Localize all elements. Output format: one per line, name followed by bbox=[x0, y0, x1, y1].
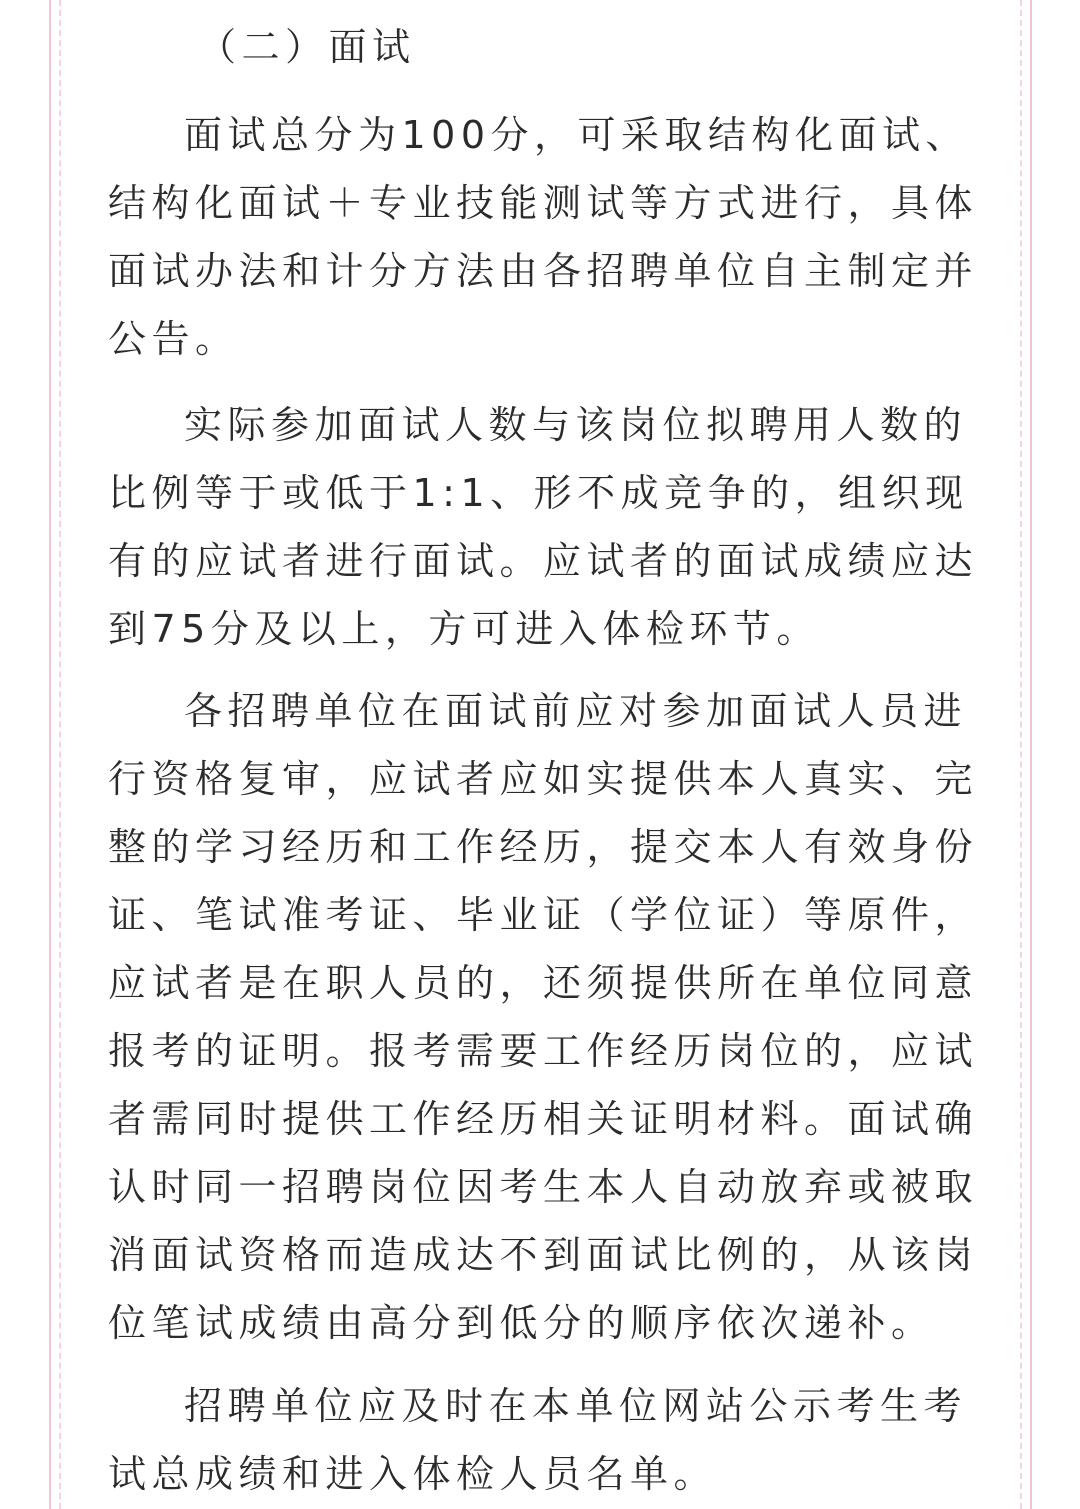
paragraph-line: 报考的证明。报考需要工作经历岗位的，应试 bbox=[108, 1029, 979, 1073]
paragraph-line: 比例等于或低于1:1、形不成竞争的，组织现 bbox=[108, 471, 969, 515]
paragraph-line: 消面试资格而造成达不到面试比例的，从该岗 bbox=[108, 1233, 979, 1277]
paragraph-line: 行资格复审，应试者应如实提供本人真实、完 bbox=[108, 757, 979, 801]
paragraph-line: 应试者是在职人员的，还须提供所在单位同意 bbox=[108, 961, 979, 1005]
paragraph-line: 面试总分为100分，可采取结构化面试、 bbox=[184, 113, 970, 157]
paragraph-line: 面试办法和计分方法由各招聘单位自主制定并 bbox=[108, 249, 979, 293]
paragraph-qualification-review bbox=[108, 677, 979, 1357]
paragraph-interview-score bbox=[108, 101, 979, 373]
section-heading: （二）面试 bbox=[198, 25, 416, 69]
paragraph-line: 认时同一招聘岗位因考生本人自动放弃或被取 bbox=[108, 1165, 979, 1209]
right-frame-border bbox=[1020, 0, 1032, 1509]
paragraph-score-publication bbox=[108, 1372, 976, 1508]
paragraph-line: 实际参加面试人数与该岗位拟聘用人数的 bbox=[184, 403, 968, 447]
paragraph-line: 者需同时提供工作经历相关证明材料。面试确 bbox=[108, 1097, 979, 1141]
paragraph-line: 证、笔试准考证、毕业证（学位证）等原件， bbox=[108, 893, 979, 937]
paragraph-line: 结构化面试＋专业技能测试等方式进行，具体 bbox=[108, 181, 979, 225]
paragraph-line: 到75分及以上，方可进入体检环节。 bbox=[108, 607, 820, 651]
paragraph-line: 有的应试者进行面试。应试者的面试成绩应达 bbox=[108, 539, 979, 583]
paragraph-line: 各招聘单位在面试前应对参加面试人员进 bbox=[184, 689, 968, 733]
paragraph-line: 整的学习经历和工作经历，提交本人有效身份 bbox=[108, 825, 979, 869]
paragraph-line: 试总成绩和进入体检人员名单。 bbox=[108, 1452, 718, 1496]
paragraph-line: 公告。 bbox=[108, 317, 239, 361]
paragraph-line: 招聘单位应及时在本单位网站公示考生考 bbox=[184, 1384, 968, 1428]
left-frame-border bbox=[49, 0, 61, 1509]
paragraph-interview-ratio bbox=[108, 391, 979, 663]
paragraph-line: 位笔试成绩由高分到低分的顺序依次递补。 bbox=[108, 1301, 935, 1345]
